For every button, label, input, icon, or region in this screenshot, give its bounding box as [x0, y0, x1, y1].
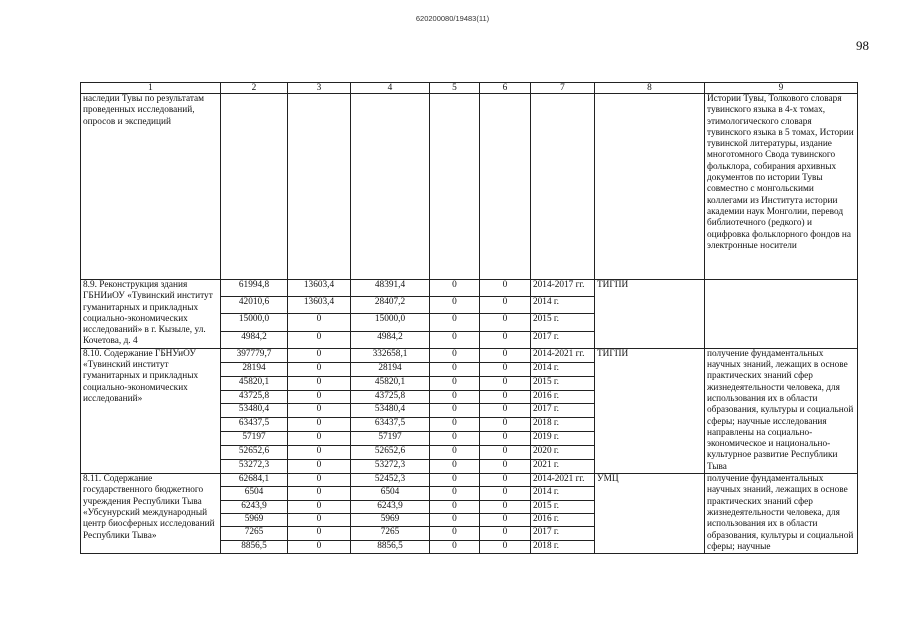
other-value: 0 — [480, 446, 531, 460]
local-value: 0 — [430, 418, 480, 432]
total-value: 397779,7 — [221, 348, 288, 362]
expected-result — [705, 280, 858, 349]
period-value: 2018 г. — [531, 418, 595, 432]
total-value: 62684,1 — [221, 474, 288, 487]
other-value: 0 — [480, 362, 531, 376]
other-value: 0 — [480, 390, 531, 404]
republic-value: 52652,6 — [351, 446, 430, 460]
federal-value: 0 — [288, 390, 351, 404]
local-value: 0 — [430, 404, 480, 418]
period-value: 2021 г. — [531, 460, 595, 474]
expected-result: получение фундаментальных научных знаний, лежащих в основе практических знаний сфер жизнедеятельности человека, для использования их в области образования, культуры и социальной сферы; научные исследования направлены на социально-экономическое и национально-культурное развитие Республики Тыва — [705, 348, 858, 473]
republic-value: 5969 — [351, 514, 430, 527]
federal-value: 0 — [288, 404, 351, 418]
republic-value: 4984,2 — [351, 331, 430, 348]
period-value: 2014-2021 гг. — [531, 348, 595, 362]
total-value: 61994,8 — [221, 280, 288, 297]
federal-value: 0 — [288, 362, 351, 376]
program-table — [80, 82, 858, 554]
period-value: 2014 г. — [531, 362, 595, 376]
republic-value: 8856,5 — [351, 540, 430, 553]
empty-cell — [288, 94, 351, 280]
period-value: 2015 г. — [531, 500, 595, 513]
other-value: 0 — [480, 487, 531, 500]
federal-value: 0 — [288, 432, 351, 446]
period-value: 2014 г. — [531, 487, 595, 500]
document-id: 620200080/19483(11) — [415, 14, 490, 23]
period-value: 2014 г. — [531, 297, 595, 314]
period-value: 2020 г. — [531, 446, 595, 460]
other-value: 0 — [480, 432, 531, 446]
period-value: 2015 г. — [531, 376, 595, 390]
local-value: 0 — [430, 390, 480, 404]
other-value: 0 — [480, 348, 531, 362]
republic-value: 28407,2 — [351, 297, 430, 314]
total-value: 63437,5 — [221, 418, 288, 432]
other-value: 0 — [480, 540, 531, 553]
total-value: 6504 — [221, 487, 288, 500]
republic-value: 53272,3 — [351, 460, 430, 474]
other-value: 0 — [480, 500, 531, 513]
federal-value: 0 — [288, 418, 351, 432]
local-value: 0 — [430, 540, 480, 553]
period-value: 2017 г. — [531, 527, 595, 540]
total-value: 53272,3 — [221, 460, 288, 474]
federal-value: 0 — [288, 314, 351, 331]
column-number: 9 — [705, 83, 858, 94]
local-value: 0 — [430, 362, 480, 376]
total-value: 53480,4 — [221, 404, 288, 418]
total-value: 42010,6 — [221, 297, 288, 314]
total-value: 28194 — [221, 362, 288, 376]
empty-cell — [595, 94, 705, 280]
other-value: 0 — [480, 376, 531, 390]
column-number: 5 — [430, 83, 480, 94]
local-value: 0 — [430, 474, 480, 487]
total-value: 8856,5 — [221, 540, 288, 553]
column-number: 7 — [531, 83, 595, 94]
other-value: 0 — [480, 280, 531, 297]
column-number: 2 — [221, 83, 288, 94]
total-value: 6243,9 — [221, 500, 288, 513]
task-title: 8.10. Содержание ГБНУиОУ «Тувинский институт гуманитарных и прикладных социально-экономических исследований» — [81, 348, 221, 473]
task-title: 8.11. Содержание государственного бюджетного учреждения Республики Тыва «Убсунурский международный центр биосферных исследований Республики Тыва» — [81, 474, 221, 554]
empty-cell — [221, 94, 288, 280]
period-value: 2018 г. — [531, 540, 595, 553]
republic-value: 57197 — [351, 432, 430, 446]
column-number: 1 — [81, 83, 221, 94]
total-value: 4984,2 — [221, 331, 288, 348]
total-value: 7265 — [221, 527, 288, 540]
republic-value: 45820,1 — [351, 376, 430, 390]
other-value: 0 — [480, 418, 531, 432]
local-value: 0 — [430, 297, 480, 314]
local-value: 0 — [430, 314, 480, 331]
republic-value: 7265 — [351, 527, 430, 540]
total-value: 52652,6 — [221, 446, 288, 460]
local-value: 0 — [430, 514, 480, 527]
empty-cell — [351, 94, 430, 280]
local-value: 0 — [430, 500, 480, 513]
column-number: 3 — [288, 83, 351, 94]
federal-value: 0 — [288, 514, 351, 527]
continuation-result-text: Истории Тувы, Толкового словаря тувинского языка в 4-х томах, этимологического словаря тувинского языка в 5 томах, Истории тувинской литературы, издание многотомного Свода тувинского фольклора, собирания архивных документов по истории Тувы совместно с монгольскими коллегами из Института истории академии наук Монголии, перевод библиотечного (редкого) и оцифровка фольклорного фондов на электронные носители — [705, 94, 858, 280]
local-value: 0 — [430, 432, 480, 446]
period-value: 2014-2017 гг. — [531, 280, 595, 297]
empty-cell — [480, 94, 531, 280]
local-value: 0 — [430, 460, 480, 474]
other-value: 0 — [480, 331, 531, 348]
period-value: 2016 г. — [531, 390, 595, 404]
federal-value: 0 — [288, 487, 351, 500]
page-number: 98 — [856, 38, 869, 53]
federal-value: 0 — [288, 331, 351, 348]
federal-value: 0 — [288, 540, 351, 553]
federal-value: 0 — [288, 527, 351, 540]
other-value: 0 — [480, 404, 531, 418]
table-row — [81, 348, 858, 362]
federal-value: 0 — [288, 474, 351, 487]
executor: УМЦ — [595, 474, 705, 554]
continuation-row — [81, 94, 858, 280]
local-value: 0 — [430, 348, 480, 362]
local-value: 0 — [430, 527, 480, 540]
total-value: 43725,8 — [221, 390, 288, 404]
other-value: 0 — [480, 527, 531, 540]
federal-value: 13603,4 — [288, 297, 351, 314]
federal-value: 0 — [288, 460, 351, 474]
empty-cell — [531, 94, 595, 280]
republic-value: 43725,8 — [351, 390, 430, 404]
federal-value: 0 — [288, 376, 351, 390]
local-value: 0 — [430, 280, 480, 297]
period-value: 2017 г. — [531, 404, 595, 418]
column-number-row — [81, 83, 858, 94]
column-number: 6 — [480, 83, 531, 94]
federal-value: 0 — [288, 446, 351, 460]
republic-value: 63437,5 — [351, 418, 430, 432]
task-title: 8.9. Реконструкция здания ГБНИиОУ «Тувинский институт гуманитарных и прикладных социально-экономических исследований» в г. Кызыле, ул. Кочетова, д. 4 — [81, 280, 221, 349]
republic-value: 6504 — [351, 487, 430, 500]
table-row — [81, 474, 858, 487]
period-value: 2019 г. — [531, 432, 595, 446]
republic-value: 48391,4 — [351, 280, 430, 297]
total-value: 57197 — [221, 432, 288, 446]
local-value: 0 — [430, 376, 480, 390]
other-value: 0 — [480, 514, 531, 527]
republic-value: 52452,3 — [351, 474, 430, 487]
expected-result: получение фундаментальных научных знаний, лежащих в основе практических знаний сфер жизнедеятельности человека, для использования их в области образования, культуры и социальной сферы; научные — [705, 474, 858, 554]
other-value: 0 — [480, 314, 531, 331]
period-value: 2014-2021 гг. — [531, 474, 595, 487]
federal-value: 13603,4 — [288, 280, 351, 297]
federal-value: 0 — [288, 348, 351, 362]
total-value: 5969 — [221, 514, 288, 527]
column-number: 4 — [351, 83, 430, 94]
column-number: 8 — [595, 83, 705, 94]
republic-value: 332658,1 — [351, 348, 430, 362]
executor: ТИГПИ — [595, 280, 705, 349]
other-value: 0 — [480, 474, 531, 487]
other-value: 0 — [480, 460, 531, 474]
local-value: 0 — [430, 446, 480, 460]
local-value: 0 — [430, 331, 480, 348]
total-value: 45820,1 — [221, 376, 288, 390]
republic-value: 15000,0 — [351, 314, 430, 331]
table-row — [81, 280, 858, 297]
period-value: 2015 г. — [531, 314, 595, 331]
other-value: 0 — [480, 297, 531, 314]
total-value: 15000,0 — [221, 314, 288, 331]
executor: ТИГПИ — [595, 348, 705, 473]
period-value: 2017 г. — [531, 331, 595, 348]
republic-value: 6243,9 — [351, 500, 430, 513]
period-value: 2016 г. — [531, 514, 595, 527]
local-value: 0 — [430, 487, 480, 500]
republic-value: 53480,4 — [351, 404, 430, 418]
republic-value: 28194 — [351, 362, 430, 376]
empty-cell — [430, 94, 480, 280]
continuation-task-text: наследии Тувы по результатам проведенных исследований, опросов и экспедиций — [81, 94, 221, 280]
federal-value: 0 — [288, 500, 351, 513]
